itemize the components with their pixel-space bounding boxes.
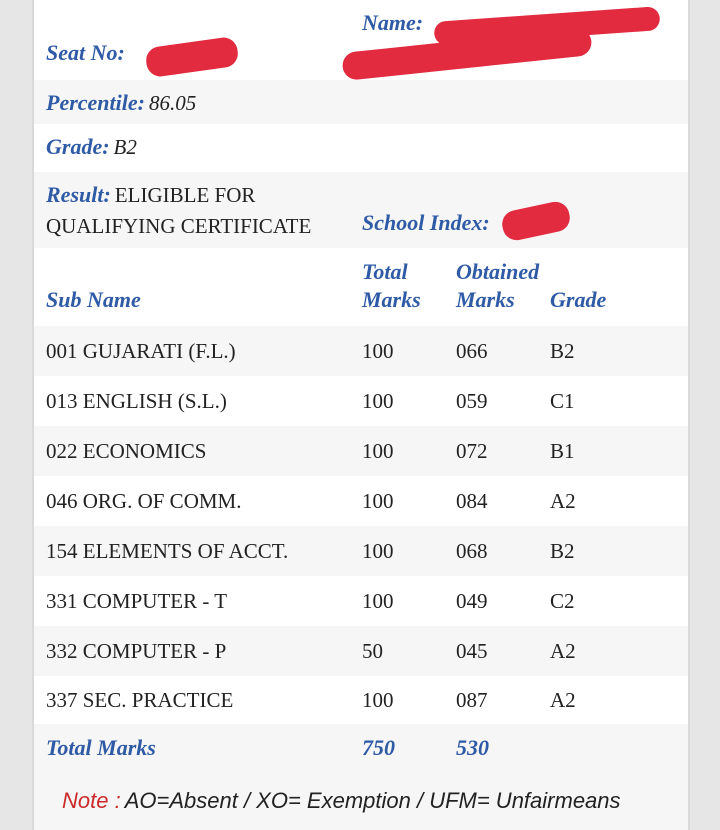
- total-marks: 100: [362, 389, 394, 413]
- subject-name: 046 ORG. OF COMM.: [46, 489, 242, 513]
- total-marks: 100: [362, 589, 394, 613]
- obtained-marks: 084: [456, 489, 488, 513]
- percentile-label: Percentile:: [46, 90, 145, 115]
- column-total-marks: [362, 258, 421, 314]
- total-marks: 100: [362, 489, 394, 513]
- total-marks-label: Total Marks: [46, 735, 156, 760]
- table-header-row: [34, 248, 688, 328]
- subject-grade: A2: [550, 489, 576, 513]
- column-obtained-marks: [456, 258, 539, 314]
- obtained-marks: 049: [456, 589, 488, 613]
- subject-grade: B1: [550, 439, 575, 463]
- grade-row: [34, 124, 688, 174]
- school-index-label: School Index:: [362, 210, 490, 235]
- name-label: Name:: [362, 10, 424, 35]
- result-row: [34, 172, 688, 250]
- total-marks-value: 750: [362, 735, 395, 760]
- table-row: [34, 626, 688, 678]
- total-marks: 100: [362, 539, 394, 563]
- column-total-marks-line2: Marks: [362, 287, 421, 312]
- table-row: [34, 376, 688, 428]
- subject-grade: A2: [550, 639, 576, 663]
- total-marks: 50: [362, 639, 383, 663]
- obtained-marks: 059: [456, 389, 488, 413]
- obtained-marks: 066: [456, 339, 488, 363]
- total-obtained-value: 530: [456, 735, 489, 760]
- obtained-marks: 068: [456, 539, 488, 563]
- table-row: [34, 576, 688, 628]
- total-marks: 100: [362, 439, 394, 463]
- seat-name-row: [34, 0, 688, 82]
- column-obtained-marks-line2: Marks: [456, 287, 515, 312]
- percentile: [46, 90, 196, 116]
- note-text: AO=Absent / XO= Exemption / UFM= Unfairmeans: [124, 788, 621, 813]
- subject-name: 022 ECONOMICS: [46, 439, 207, 463]
- table-row: [34, 676, 688, 726]
- grade-value: B2: [113, 135, 137, 159]
- percentile-value: 86.05: [148, 91, 197, 115]
- note-row: [34, 772, 688, 830]
- column-sub-name: Sub Name: [46, 287, 141, 312]
- subject-name: 332 COMPUTER - P: [46, 639, 227, 663]
- subject-grade: A2: [550, 688, 576, 712]
- subject-name: 154 ELEMENTS OF ACCT.: [46, 539, 289, 563]
- subject-grade: B2: [550, 539, 575, 563]
- subject-name: 337 SEC. PRACTICE: [46, 688, 234, 712]
- grade-label: Grade:: [46, 134, 110, 159]
- note: [62, 788, 621, 814]
- result-value-line1: ELIGIBLE FOR: [114, 183, 256, 207]
- total-marks: 100: [362, 339, 394, 363]
- subject-name: 001 GUJARATI (F.L.): [46, 339, 236, 363]
- table-row: [34, 326, 688, 378]
- obtained-marks: 087: [456, 688, 488, 712]
- subject-grade: C2: [550, 589, 575, 613]
- total-row: [34, 724, 688, 774]
- obtained-marks: 072: [456, 439, 488, 463]
- school-index-redaction: [500, 199, 573, 242]
- subject-name: 013 ENGLISH (S.L.): [46, 389, 227, 413]
- column-total-marks-line1: Total: [362, 259, 408, 284]
- table-row: [34, 476, 688, 528]
- result-sheet: [32, 0, 690, 830]
- obtained-marks: 045: [456, 639, 488, 663]
- grade: [46, 134, 137, 160]
- table-row: [34, 426, 688, 478]
- percentile-row: [34, 80, 688, 126]
- subject-name: 331 COMPUTER - T: [46, 589, 228, 613]
- subject-grade: C1: [550, 389, 575, 413]
- column-obtained-marks-line1: Obtained: [456, 259, 540, 284]
- result-value-line2: QUALIFYING CERTIFICATE: [46, 214, 312, 238]
- total-marks: 100: [362, 688, 394, 712]
- subject-grade: B2: [550, 339, 575, 363]
- result: [46, 180, 311, 243]
- seat-number-label: Seat No:: [46, 40, 125, 65]
- result-label: Result:: [46, 182, 111, 207]
- column-grade: Grade: [550, 287, 607, 312]
- table-row: [34, 526, 688, 578]
- note-label: Note :: [62, 788, 121, 813]
- seat-redaction: [144, 36, 239, 79]
